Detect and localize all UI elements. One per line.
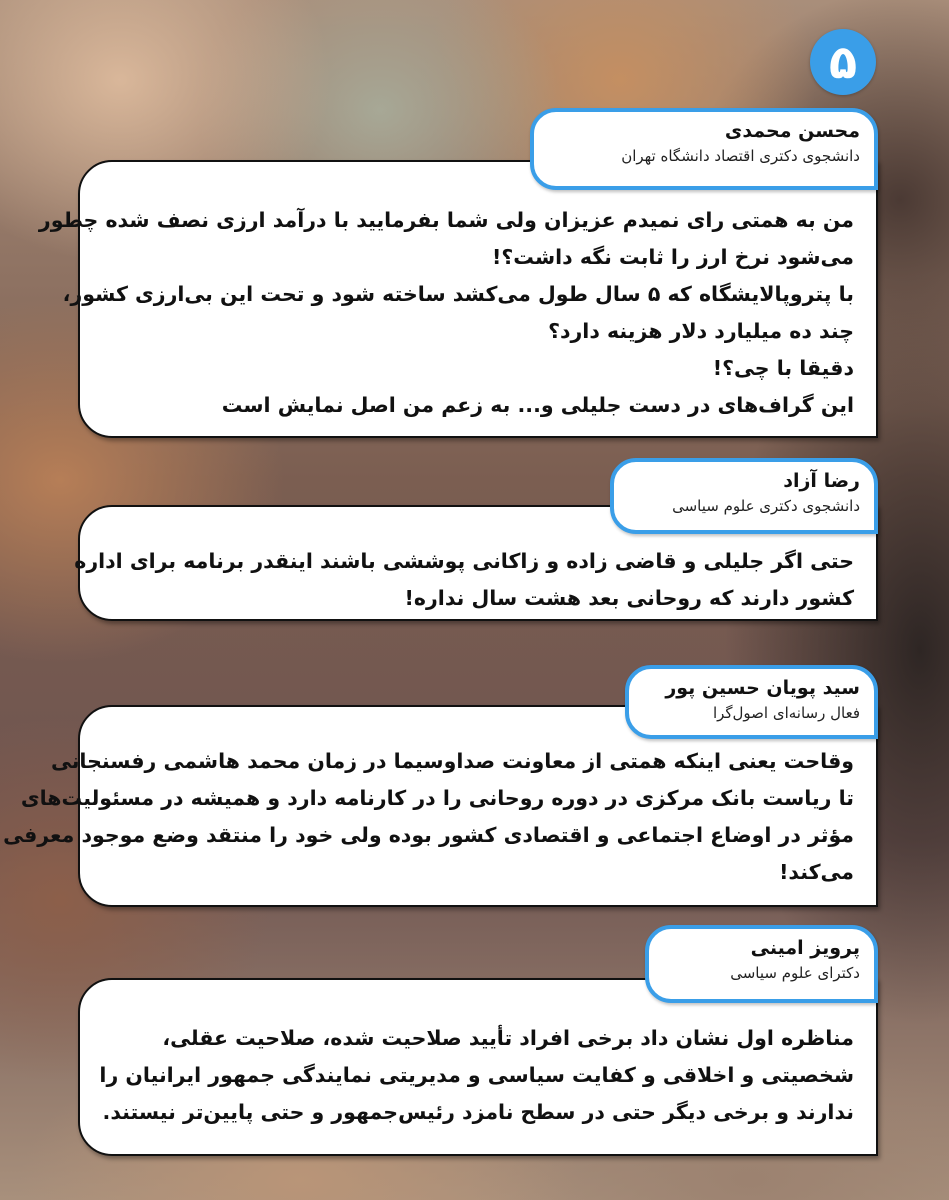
quote-line: می‌کند! (779, 860, 854, 884)
quote-line: ندارند و برخی دیگر حتی در سطح نامزد رئیس‌جمهور و حتی پایین‌تر نیستند. (102, 1100, 854, 1124)
quote-body (78, 978, 878, 1156)
author-tag (530, 108, 878, 190)
author-tag (645, 925, 878, 1003)
author-title: فعال رسانه‌ای اصول‌گرا (712, 704, 860, 722)
quote-line: وقاحت یعنی اینکه همتی از معاونت صداوسیما در زمان محمد هاشمی رفسنجانی (50, 749, 854, 773)
quote-line: مؤثر در اوضاع اجتماعی و اقتصادی کشور بوده ولی خود را منتقد وضع موجود معرفی (3, 823, 854, 847)
author-name: محسن محمدی (724, 120, 860, 142)
author-tag (610, 458, 878, 534)
quote-line: دقیقا با چی؟! (712, 356, 854, 380)
author-title: دانشجوی دکتری علوم سیاسی (672, 497, 860, 515)
author-name: سید پویان حسین پور (665, 677, 860, 699)
quote-line: مناظره اول نشان داد برخی افراد تأیید صلاحیت شده، صلاحیت عقلی، (162, 1026, 854, 1050)
author-name: رضا آزاد (783, 470, 860, 492)
quote-line: تا ریاست بانک مرکزی در دوره روحانی را در کارنامه دارد و همیشه در مسئولیت‌های (20, 786, 854, 810)
quote-line: کشور دارند که روحانی بعد هشت سال نداره! (404, 586, 854, 610)
author-title: دانشجوی دکتری اقتصاد دانشگاه تهران (621, 147, 860, 165)
author-tag (625, 665, 878, 739)
quote-line: این گراف‌های در دست جلیلی و... به زعم من اصل نمایش است (221, 393, 854, 417)
quote-card (78, 925, 878, 1157)
quote-line: می‌شود نرخ ارز را ثابت نگه داشت؟! (492, 245, 854, 269)
quote-line: با پتروپالایشگاه که ۵ سال طول می‌کشد ساخته شود و تحت این بی‌ارزی کشور، (62, 282, 854, 306)
quote-line: شخصیتی و اخلاقی و کفایت سیاسی و مدیریتی نمایندگی جمهور ایرانیان را (99, 1063, 854, 1087)
quote-line: من به همتی رای نمیدم عزیزان ولی شما بفرمایید با درآمد ارزی نصف شده چطور (38, 208, 854, 232)
quote-card (3, 665, 878, 907)
quote-body (38, 160, 878, 438)
author-name: پرویز امینی (750, 937, 860, 959)
author-title: دکترای علوم سیاسی (730, 964, 860, 982)
quote-line: حتی اگر جلیلی و قاضی زاده و زاکانی پوششی باشند اینقدر برنامه برای اداره (74, 549, 854, 573)
page-number-badge: ۵ (810, 29, 876, 95)
quote-line: چند ده میلیارد دلار هزینه دارد؟ (548, 319, 854, 343)
quote-card (74, 458, 878, 622)
quote-card (38, 108, 878, 440)
